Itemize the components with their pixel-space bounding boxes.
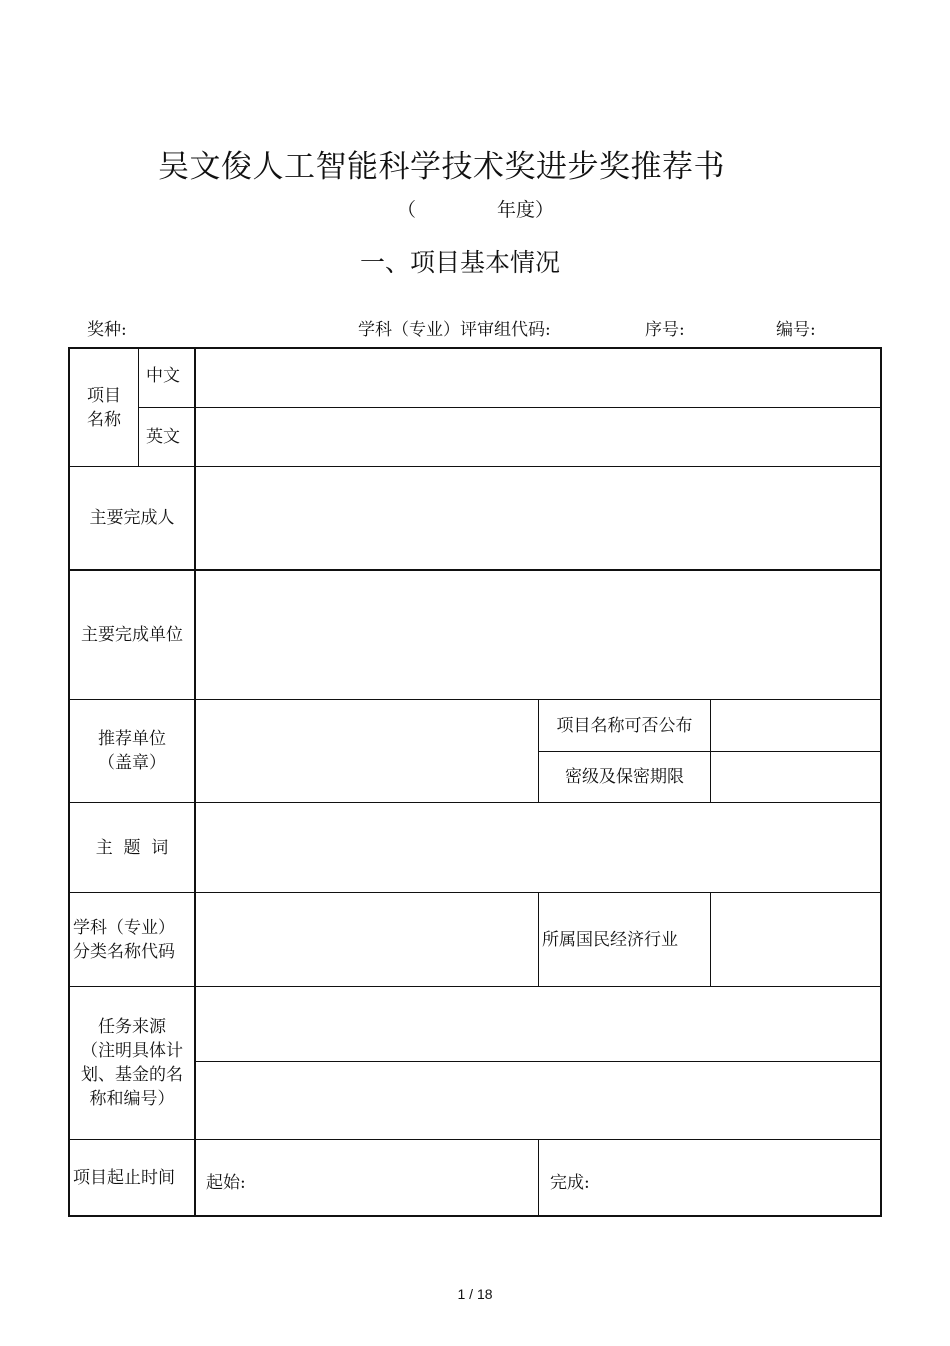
main-units-label: 主要完成单位 <box>81 625 183 645</box>
english-name-label: 英文 <box>146 427 180 447</box>
label-line: （盖章） <box>98 753 166 773</box>
start-date-field[interactable] <box>268 1140 538 1215</box>
project-info-form <box>68 347 882 1217</box>
label-line: 分类名称代码 <box>73 941 175 962</box>
label-line: 学科（专业） <box>73 917 175 938</box>
label-line: 任务来源 <box>98 1017 166 1037</box>
document-title: 吴文俊人工智能科学技术奖进步奖推荐书 <box>158 149 725 185</box>
secrecy-field[interactable] <box>711 752 880 802</box>
industry-field[interactable] <box>711 893 880 986</box>
english-name-field[interactable] <box>196 408 880 466</box>
recommender-field[interactable] <box>196 700 538 802</box>
label-line: 划、基金的名 <box>81 1065 183 1085</box>
column-divider <box>538 1139 539 1217</box>
label-line: 推荐单位 <box>98 729 166 749</box>
page-number: 1 / 18 <box>457 1286 493 1302</box>
recommender-label <box>70 700 194 802</box>
name-public-label: 项目名称可否公布 <box>556 715 693 736</box>
keywords-label: 主 题 词 <box>95 837 169 858</box>
main-contributors-field[interactable] <box>196 467 880 569</box>
end-date-field[interactable] <box>608 1140 880 1215</box>
name-public-field[interactable] <box>711 700 880 751</box>
form-border-right <box>880 347 882 1217</box>
section-heading: 一、项目基本情况 <box>360 248 561 277</box>
end-label: 完成: <box>550 1173 590 1193</box>
subject-code-label: 学科（专业）评审组代码: <box>358 320 551 340</box>
task-source-field-1[interactable] <box>196 987 880 1061</box>
award-type-label: 奖种: <box>87 320 127 340</box>
label-line: 项目 <box>87 385 121 406</box>
chinese-name-field[interactable] <box>196 349 880 407</box>
label-line: （注明具体计 <box>81 1041 183 1061</box>
year-open-paren: （ <box>397 199 417 221</box>
label-line: 称和编号） <box>89 1089 175 1109</box>
secrecy-label: 密级及保密期限 <box>565 767 684 787</box>
discipline-field[interactable] <box>196 893 538 986</box>
project-name-label <box>70 349 138 466</box>
keywords-field[interactable] <box>196 803 880 892</box>
year-label: 年度） <box>497 199 555 221</box>
main-units-field[interactable] <box>196 571 880 699</box>
industry-label: 所属国民经济行业 <box>542 929 678 950</box>
main-contributors-label: 主要完成人 <box>89 508 175 528</box>
discipline-label <box>70 893 194 986</box>
serial-label: 序号: <box>645 320 685 340</box>
task-source-field-2[interactable] <box>196 1062 880 1139</box>
column-divider <box>138 347 139 466</box>
form-border-bottom <box>68 1215 882 1217</box>
chinese-name-label: 中文 <box>146 366 180 386</box>
project-period-label: 项目起止时间 <box>73 1167 175 1188</box>
number-label: 编号: <box>776 320 816 340</box>
task-source-label <box>70 987 194 1139</box>
label-line: 名称 <box>87 409 121 430</box>
start-label: 起始: <box>206 1173 246 1193</box>
